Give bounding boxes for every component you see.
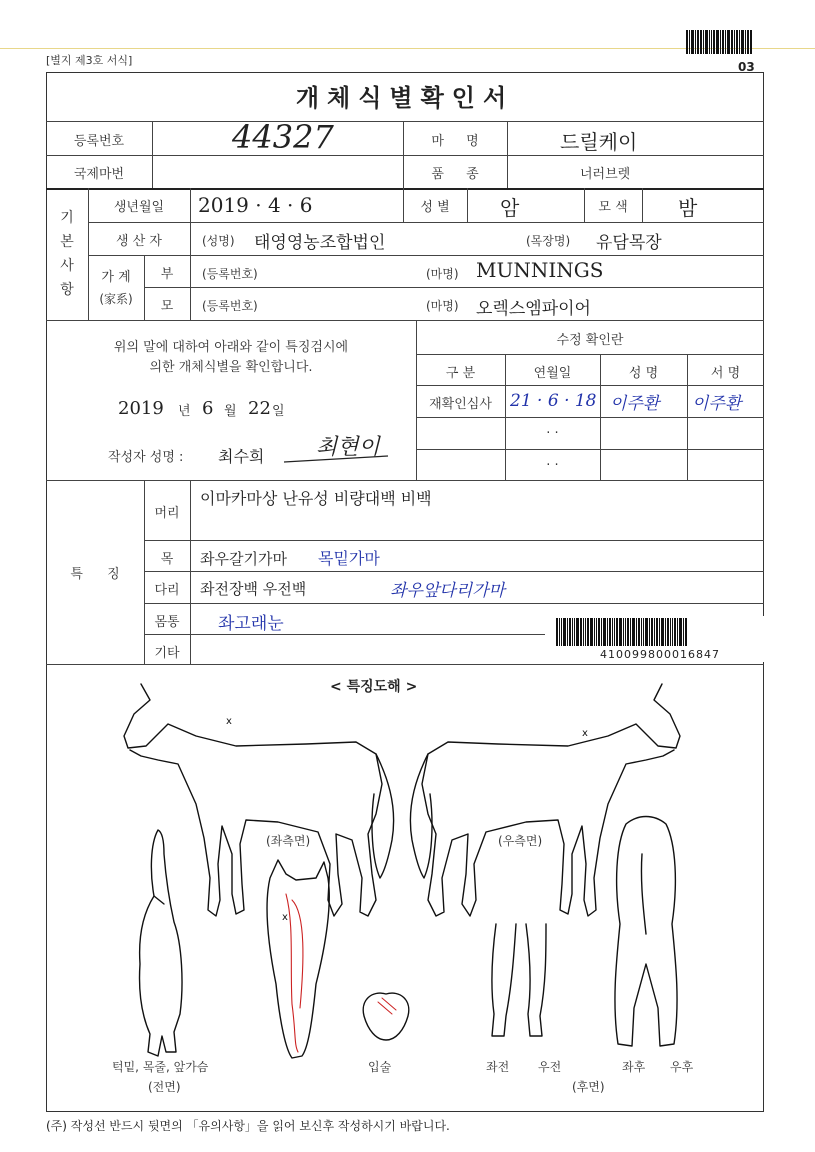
rule [46,155,764,156]
horse-rear-view-drawing [615,817,677,1047]
form-number: [별지 제3호 서식] [46,54,133,67]
rule [416,417,764,418]
hind-right-caption: 우후 [670,1060,694,1074]
rule [190,188,191,320]
basic-section-label: 기본사항 [60,210,74,298]
farm-prefix: (목장명) [526,234,571,248]
svg-text:x: x [582,728,588,739]
dam-label: 모 [160,299,174,314]
revision-row1-type: 재확인심사 [429,397,492,412]
legs-label: 다리 [154,583,180,598]
date-month: 6 [202,398,214,419]
rear-label: (후면) [572,1080,605,1094]
dam-reg-prefix: (등록번호) [202,299,258,313]
svg-text:x: x [282,912,288,923]
revision-row1-date: 21 · 6 · 18 [510,391,597,411]
birth-value: 2019 · 4 · 6 [198,193,313,217]
reg-no-label: 등록번호 [73,134,125,149]
svg-text:x: x [226,716,232,727]
rule [46,188,764,190]
legs-value: 좌전장백 우전백 [200,580,307,598]
birth-label: 생년월일 [113,200,165,215]
right-side-label: (우측면) [498,834,543,848]
horse-front-view-drawing [139,830,182,1056]
rule [144,603,764,604]
other-label: 기타 [154,646,180,661]
farm-value: 유담목장 [596,233,662,253]
author-signature: 최현이 [316,435,380,460]
rule [467,188,468,222]
rule [46,480,764,481]
rule [144,540,764,541]
rule [642,188,643,222]
horse-right-side-drawing [410,684,680,916]
form-title: 개체식별확인서 [295,84,515,112]
footer-note: (주) 작성선 반드시 뒷면의 「유의사항」을 읽어 보신후 작성하시기 바랍니다. [46,1119,450,1133]
rule [144,571,764,572]
features-section-label: 특 징 [70,567,120,582]
lips-caption: 입술 [368,1060,392,1074]
breed-value: 너러브렛 [580,167,631,182]
date-year-unit: 년 [178,404,191,419]
rule [416,385,764,386]
front-label: (전면) [148,1080,181,1094]
color-label: 모 색 [598,200,628,215]
rule [190,480,191,664]
producer-name-value: 태영영농조합법인 [254,233,386,253]
neck-label: 목 [160,552,174,567]
revision-col-date: 연월일 [533,366,572,381]
sex-value: 암 [500,196,520,220]
revision-row1-sign: 이주환 [692,394,742,414]
horse-name-value: 드릴케이 [560,130,638,154]
horse-head-front-drawing [267,860,329,1058]
revision-col-type: 구 분 [445,366,476,381]
dam-name-prefix: (마명) [426,299,459,313]
statement-line1: 위의 말에 대하여 아래와 같이 특징검시에 [113,340,349,355]
date-day-unit: 일 [272,404,285,419]
barcode-number: 410099800016847 [600,648,720,661]
statement-line2: 의한 개체식별을 확인합니다. [149,360,313,375]
date-day: 22 [248,398,271,419]
pedigree-label: 가 계 [101,270,131,285]
horse-lips-drawing [363,993,409,1040]
body-label: 몸통 [154,615,180,630]
sire-name-value: MUNNINGS [476,258,604,282]
author-name: 최수희 [218,447,265,466]
date-month-unit: 월 [224,404,237,419]
rule [144,287,764,288]
left-side-label: (좌측면) [266,834,311,848]
horse-left-side-drawing [124,684,394,916]
diagram-title: < 특징도해 > [330,679,418,695]
pedigree-hanja: (家系) [99,292,133,306]
sire-reg-prefix: (등록번호) [202,267,258,281]
color-value: 밤 [678,196,698,220]
dam-name-value: 오렉스엠파이어 [476,299,591,319]
neck-value: 좌우갈기가마 [200,550,287,568]
rule [46,121,764,122]
revision-col-name: 성 명 [628,366,659,381]
revision-row2-date: · · [546,426,559,441]
hind-left-caption: 좌후 [622,1060,646,1074]
reg-no-value: 44327 [232,118,334,156]
body-value: 좌고래눈 [218,614,284,634]
barcode [556,618,756,646]
producer-name-prefix: (성명) [202,234,235,248]
page-code: 03 [738,60,755,74]
horse-diagram [46,664,764,1112]
date-year: 2019 [118,398,164,419]
neck-value-extra: 목밑가마 [318,549,380,568]
revision-row1-name: 이주환 [610,394,660,414]
horse-name-label: 마 명 [431,134,479,149]
rule [507,121,508,188]
front-caption: 턱밑, 목줄, 앞가슴 [112,1060,209,1074]
sire-label: 부 [160,267,174,282]
horse-forelegs-drawing [492,924,546,1036]
rule [152,121,153,188]
sire-name-prefix: (마명) [426,267,459,281]
head-value: 이마카마상 난유성 비량대백 비백 [200,489,432,508]
producer-label: 생 산 자 [116,234,162,249]
top-barcode [686,30,762,54]
rule [416,449,764,450]
author-label: 작성자 성명 : [108,450,184,465]
signature-stroke [282,452,392,466]
breed-label: 품 종 [431,167,479,182]
revision-title: 수정 확인란 [556,333,624,348]
revision-row3-date: · · [546,458,559,473]
intl-no-label: 국제마번 [73,167,125,182]
rule [46,320,764,321]
head-label: 머리 [154,506,180,521]
sex-label: 성 별 [420,200,450,215]
rule [416,354,764,355]
revision-col-sign: 서 명 [710,366,741,381]
fore-left-caption: 좌전 [486,1060,510,1074]
fore-right-caption: 우전 [538,1060,562,1074]
legs-value-extra: 좌우앞다리가마 [390,581,505,601]
